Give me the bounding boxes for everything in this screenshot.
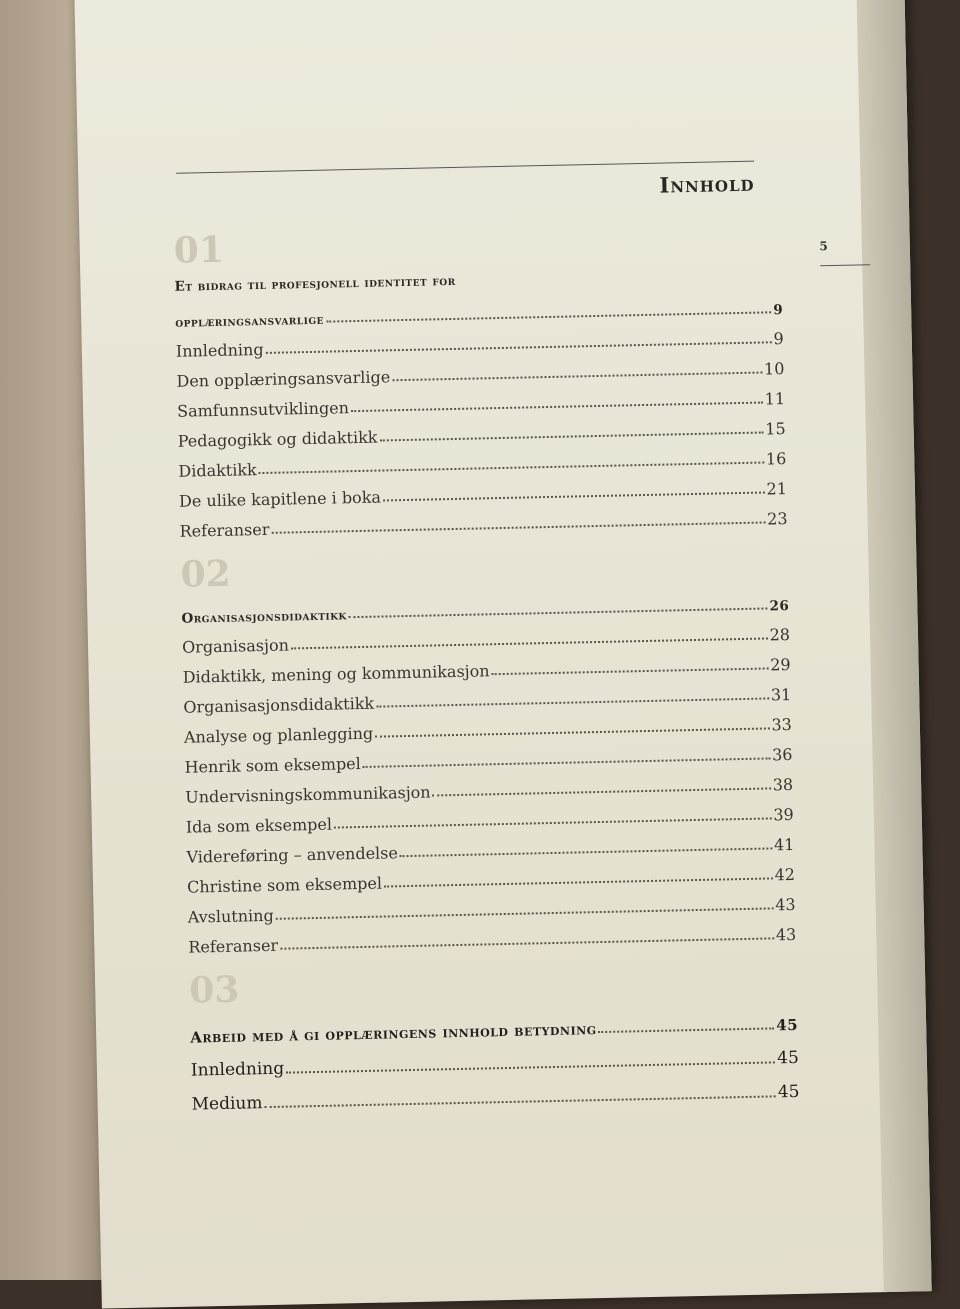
toc-entry-page: 36 [771, 744, 793, 765]
toc-entry-page: 10 [763, 359, 785, 379]
chapter-number: 02 [180, 552, 232, 596]
dot-leader [492, 667, 769, 675]
toc-entry-page: 41 [773, 834, 795, 855]
toc-entry-label: Referanser [188, 935, 279, 957]
toc-entry-label: Arbeid med å gi opplæringens innhold betydning [190, 1020, 597, 1047]
toc-entry-page: 33 [771, 714, 793, 735]
toc-entry-label: De ulike kapitlene i boka [178, 487, 382, 511]
toc-entry-page: 16 [765, 449, 787, 469]
toc-entry-page: 21 [766, 479, 788, 499]
toc-entry-label: Analyse og planlegging [183, 723, 374, 747]
chapter-heading-line1: Et bidrag til profesjonell identitet for [174, 272, 456, 295]
toc-entry-label: Organisasjonsdidaktikk [183, 693, 375, 717]
toc-entry-label: Organisasjon [181, 635, 290, 657]
toc-entry-label: Ida som eksempel [185, 814, 333, 837]
toc-entry-label: Didaktikk, mening og kommunikasjon [182, 661, 490, 687]
toc-entry-label: Videreføring – anvendelse [186, 843, 399, 867]
toc-entry-label: Samfunnsutviklingen [176, 398, 350, 421]
toc-entry-label: Henrik som eksempel [184, 754, 361, 777]
toc-entry-page: 29 [770, 654, 791, 675]
toc-entry-page: 28 [769, 624, 791, 645]
toc-entry-label: opplæringsansvarlige [175, 311, 325, 331]
toc-entry-page: 23 [766, 509, 788, 529]
toc-entry-label: Innledning [175, 339, 264, 361]
dot-leader [271, 521, 765, 533]
page-number: 5 [819, 239, 828, 254]
chapter-number: 01 [173, 228, 225, 272]
dot-leader [265, 1095, 776, 1108]
toc-entry-page: 38 [772, 774, 794, 795]
toc-entry-page: 45 [777, 1081, 800, 1103]
book-page [74, 0, 931, 1309]
toc-entry-label: Den opplæringsansvarlige [176, 367, 391, 391]
toc-entry-label: Christine som eksempel [186, 873, 383, 897]
table-of-contents [173, 218, 800, 1129]
toc-entry-page: 9 [773, 302, 784, 319]
toc-entry-label: Didaktikk [178, 460, 257, 481]
toc-entry-page: 43 [775, 924, 797, 945]
toc-entry-page: 45 [776, 1015, 799, 1035]
toc-entry-page: 9 [773, 329, 784, 349]
toc-entry-label: Avslutning [187, 905, 274, 927]
page-stack-edge [856, 0, 932, 1292]
chapter-number: 03 [188, 968, 240, 1012]
dot-leader [599, 1027, 775, 1033]
chapter-01 [173, 218, 787, 541]
toc-entry-page: 39 [773, 804, 794, 825]
toc-entry-label: Organisasjonsdidaktikk [181, 607, 347, 627]
toc-entry-page: 45 [776, 1047, 800, 1069]
toc-entry-label: Innledning [190, 1058, 285, 1081]
chapter-02 [180, 542, 796, 957]
toc-entry-page: 15 [765, 419, 786, 439]
toc-entry-label: Pedagogikk og didaktikk [177, 427, 378, 451]
toc-entry-page: 31 [770, 684, 792, 705]
page-title: Innhold [659, 170, 755, 198]
toc-entry-page: 26 [769, 597, 790, 615]
toc-entry-label: Undervisningskommunikasjon [185, 782, 431, 807]
toc-entry-page: 11 [764, 389, 786, 409]
toc-entry-label: Referanser [179, 519, 270, 541]
toc-entry-page: 43 [775, 894, 796, 915]
toc-entry-label: Medium [191, 1093, 263, 1115]
toc-entry-page: 42 [774, 864, 796, 885]
chapter-03 [189, 958, 800, 1115]
dot-leader [280, 937, 774, 949]
